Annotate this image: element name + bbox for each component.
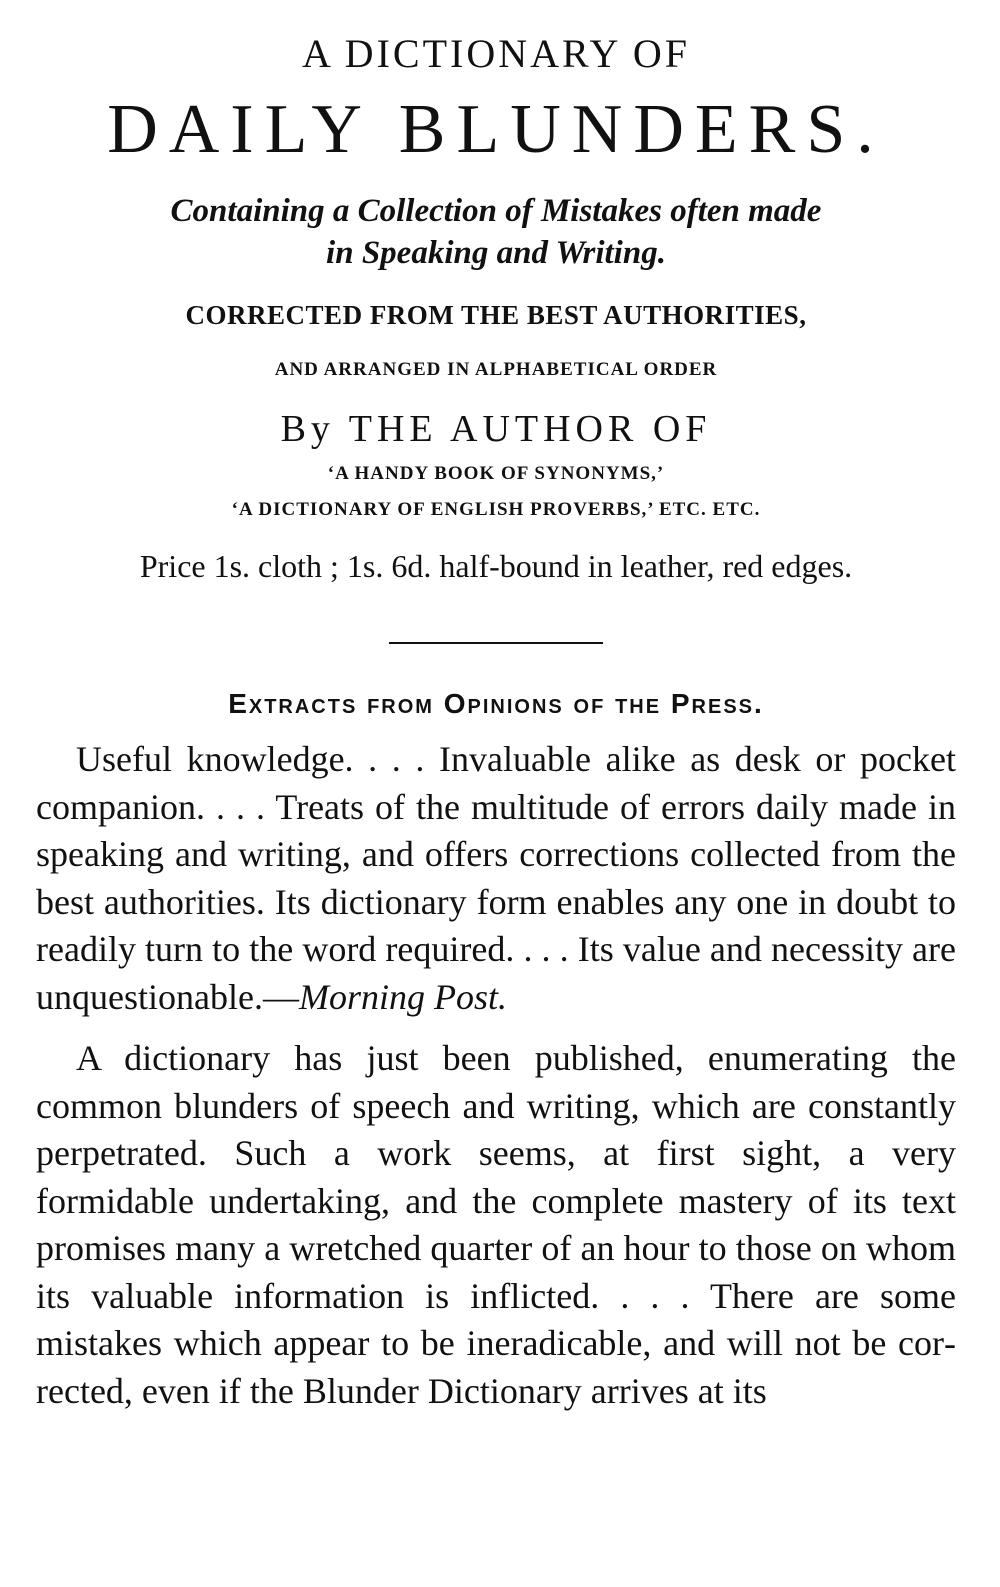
- review-text: A dictionary has just been published, enumerating the common blunders of speech and writing, which are constantly perpetrated. Such a work seems, at first sight, a very formidable undertaking, and the complete mastery of its text promises many a wretched quarter of an hour to those on whom its valuable information is inflicted. . . . There are some mistakes which appear to be ineradicable, and will not be corrected, even if the Blunder Dictionary arrives at its: [36, 1038, 956, 1411]
- other-works: [36, 456, 956, 528]
- corrected-line: CORRECTED FROM THE BEST AUTHORITIES,: [185, 300, 807, 330]
- other-work-synonyms: ‘A HANDY BOOK OF SYNONYMS,’: [327, 463, 665, 484]
- review-source: Morning Post.: [298, 976, 507, 1017]
- other-work-proverbs: ‘A DICTIONARY OF ENGLISH PROVERBS,’ ETC. ETC.: [231, 499, 761, 520]
- subtitle: [36, 190, 956, 274]
- subtitle-line-2: in Speaking and Writing.: [326, 235, 666, 271]
- section-divider: [389, 642, 603, 644]
- price-line: Price 1s. cloth ; 1s. 6d. half-bound in leather, red edges.: [139, 548, 853, 584]
- review-text: Useful knowledge. . . . Invaluable alike as desk or pocket companion. . . . Treats of the multitude of errors daily made in speaking and writing, and offers corrections collected from the best authorities. Its dictionary form enables any one in doubt to readily turn to the word required. . . . Its value and necessity are unquestionable.—: [36, 739, 956, 1017]
- press-review-morning-post: [36, 736, 956, 1021]
- subtitle-line-1: Containing a Collection of Mistakes often made: [170, 193, 822, 229]
- arranged-line: AND ARRANGED IN ALPHABETICAL ORDER: [274, 359, 718, 380]
- press-review-2: [36, 1035, 956, 1415]
- book-advertisement-page: [36, 0, 956, 1415]
- book-title: DAILY BLUNDERS.: [107, 91, 885, 168]
- press-extracts-heading: Extracts from Opinions of the Press.: [228, 688, 764, 719]
- pretitle: A DICTIONARY OF: [302, 31, 690, 76]
- byline: By THE AUTHOR OF: [280, 408, 712, 450]
